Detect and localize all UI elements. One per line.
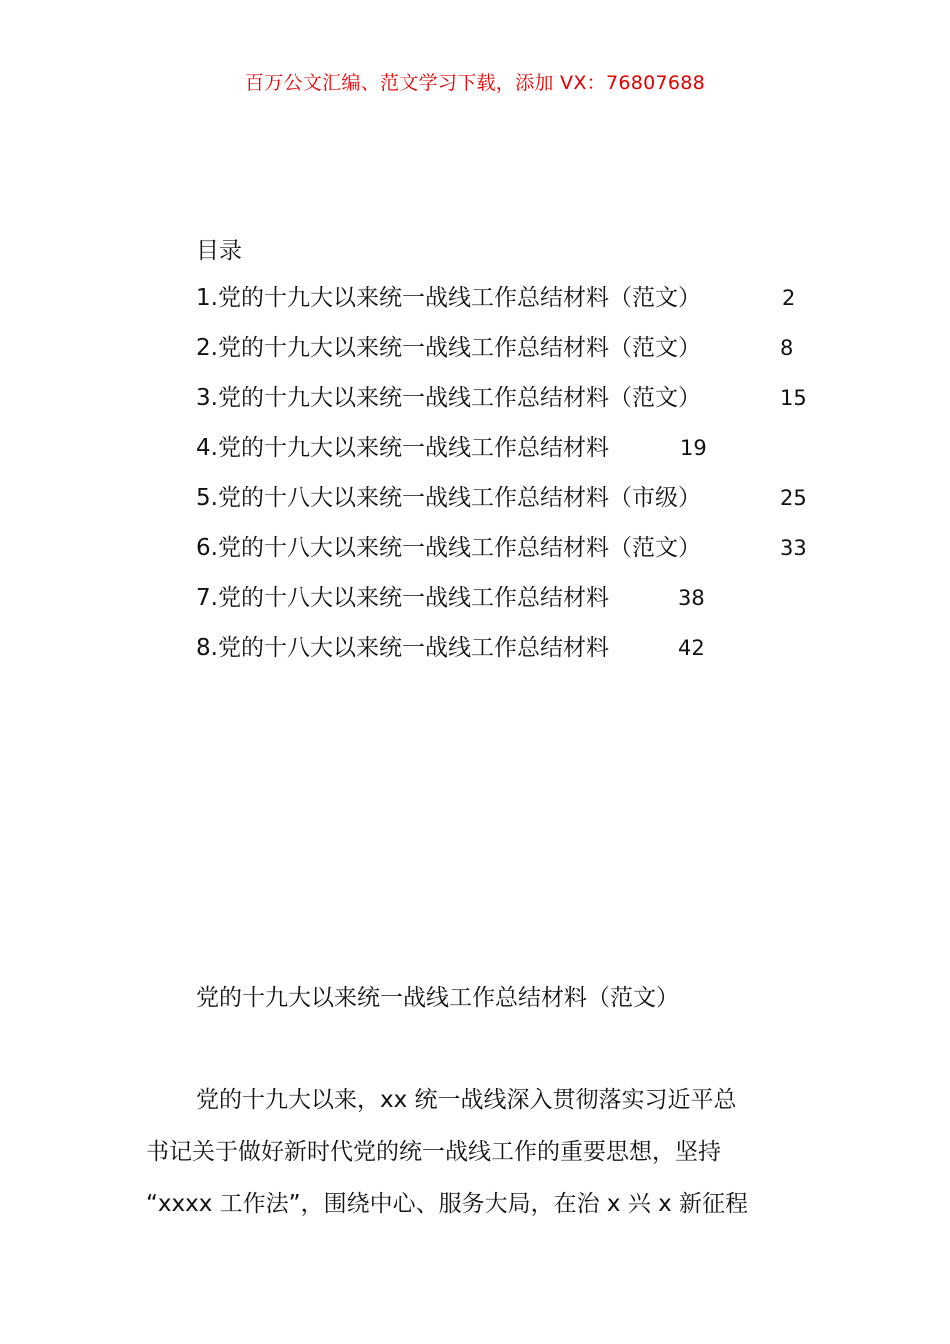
toc-title: 目录 (196, 238, 242, 264)
toc-entry-page: 42 (678, 636, 705, 660)
toc-entry (196, 432, 707, 482)
toc-entry-label: 2.党的十九大以来统一战线工作总结材料（范文） (196, 335, 701, 361)
toc-entry (196, 582, 705, 632)
toc-entry-label: 1.党的十九大以来统一战线工作总结材料（范文） (196, 285, 701, 311)
toc-entry (196, 532, 807, 582)
toc-entry-page: 38 (678, 586, 705, 610)
toc-entry-label: 6.党的十八大以来统一战线工作总结材料（范文） (196, 535, 701, 561)
toc-entry (196, 332, 794, 382)
toc-entry-page: 19 (680, 436, 707, 460)
body-line: “xxxx 工作法”，围绕中心、服务大局，在治 x 兴 x 新征程 (146, 1191, 749, 1217)
toc-entry-page: 2 (782, 286, 796, 310)
document-body (146, 1074, 810, 1230)
toc-entry (196, 632, 705, 682)
toc-entry-page: 33 (780, 536, 807, 560)
toc-entry (196, 382, 807, 432)
toc-entry-page: 8 (780, 336, 794, 360)
toc-entry-label: 5.党的十八大以来统一战线工作总结材料（市级） (196, 485, 701, 511)
body-line: 党的十九大以来，xx 统一战线深入贯彻落实习近平总 (196, 1087, 737, 1113)
toc-entry (196, 482, 807, 532)
header-note: 百万公文汇编、范文学习下载，添加 VX：76807688 (244, 72, 706, 94)
toc-entry-label: 4.党的十九大以来统一战线工作总结材料 (196, 435, 609, 461)
document-title: 党的十九大以来统一战线工作总结材料（范文） (196, 985, 679, 1011)
toc-entry-label: 8.党的十八大以来统一战线工作总结材料 (196, 635, 609, 661)
table-of-contents (196, 232, 807, 682)
body-line: 书记关于做好新时代党的统一战线工作的重要思想，坚持 (146, 1139, 721, 1165)
toc-entry-page: 25 (780, 486, 807, 510)
toc-entry-label: 7.党的十八大以来统一战线工作总结材料 (196, 585, 609, 611)
toc-entry-label: 3.党的十九大以来统一战线工作总结材料（范文） (196, 385, 701, 411)
toc-entry-page: 15 (780, 386, 807, 410)
toc-entry (196, 282, 796, 332)
